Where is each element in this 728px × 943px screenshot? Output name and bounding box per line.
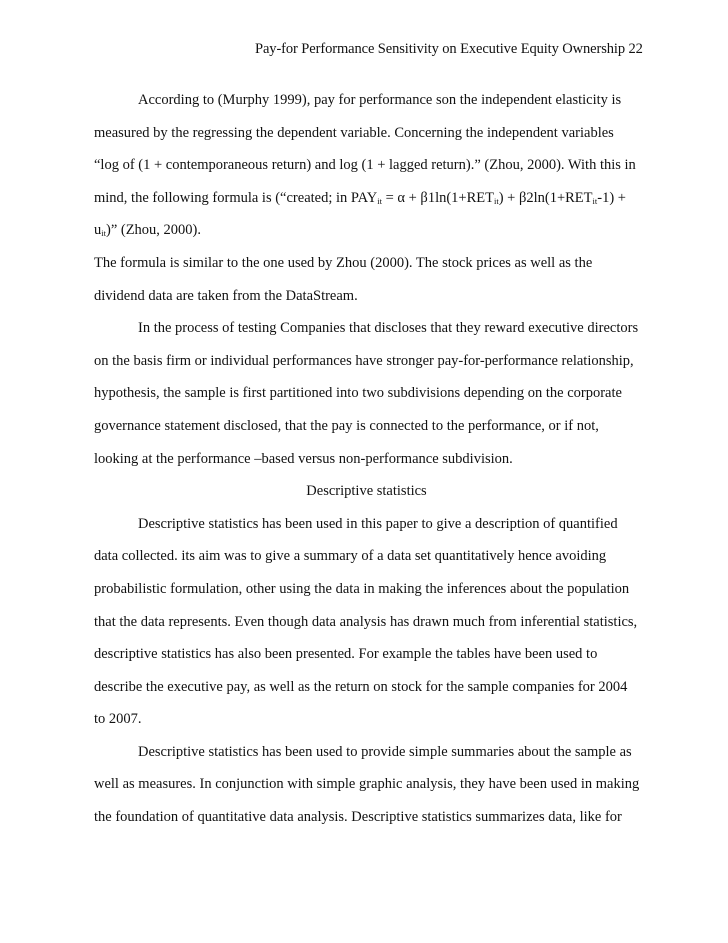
text-line: probabilistic formulation, other using the data in making the inferences about the population <box>94 580 630 597</box>
text-line: describe the executive pay, as well as the return on stock for the sample companies for 2004 <box>94 678 628 695</box>
formula-text: u <box>94 222 102 239</box>
text-line: According to (Murphy 1999), pay for performance son the independent elasticity is <box>138 92 622 108</box>
formula-line <box>94 182 639 215</box>
section-heading: Descriptive statistics <box>306 483 427 500</box>
text-line: the foundation of quantitative data analysis. Descriptive statistics summarizes data, like for <box>94 809 622 826</box>
text-line: In the process of testing Companies that discloses that they reward executive directors <box>138 320 639 337</box>
formula-text: mind, the following formula is (“created; in PAY <box>94 189 378 206</box>
text-line: well as measures. In conjunction with simple graphic analysis, they have been used in making <box>94 776 640 793</box>
formula-subscript: it <box>101 228 106 239</box>
text-line: dividend data are taken from the DataStream. <box>94 287 358 304</box>
text-line: measured by the regressing the dependent variable. Concerning the independent variables <box>94 124 614 141</box>
formula-line <box>94 214 639 247</box>
formula-text: ) + β2ln(1+RET <box>498 189 593 206</box>
text-line: looking at the performance –based versus non-performance subdivision. <box>94 450 513 467</box>
text-line: The formula is similar to the one used by Zhou (2000). The stock prices as well as the <box>94 254 593 271</box>
text-line: to 2007. <box>94 711 142 728</box>
formula-text: -1) + <box>597 189 626 206</box>
text-line: that the data represents. Even though data analysis has drawn much from inferential statistics, <box>94 613 638 630</box>
formula-subscript: it <box>493 195 499 206</box>
body-text <box>94 84 639 834</box>
text-line: Descriptive statistics has been used to provide simple summaries about the sample as <box>138 743 632 760</box>
formula-subscript: it <box>592 195 598 206</box>
text-line: Descriptive statistics has been used in this paper to give a description of quantified <box>138 515 618 532</box>
text-line: hypothesis, the sample is first partitioned into two subdivisions depending on the corporate <box>94 385 622 402</box>
formula-subscript: it <box>377 195 382 206</box>
text-line: on the basis firm or individual performances have stronger pay-for-performance relationship, <box>94 352 634 369</box>
text-line: “log of (1 + contemporaneous return) and log (1 + lagged return).” (Zhou, 2000). With this in <box>94 157 636 174</box>
formula-text: )” (Zhou, 2000). <box>105 222 202 239</box>
text-line: descriptive statistics has also been presented. For example the tables have been used to <box>94 646 598 663</box>
text-line: governance statement disclosed, that the pay is connected to the performance, or if not, <box>94 417 599 434</box>
text-line: data collected. its aim was to give a summary of a data set quantitatively hence avoiding <box>94 548 607 565</box>
running-head: Pay-for Performance Sensitivity on Executive Equity Ownership 22 <box>255 41 643 57</box>
formula-text: = α + β1ln(1+RET <box>381 189 494 206</box>
